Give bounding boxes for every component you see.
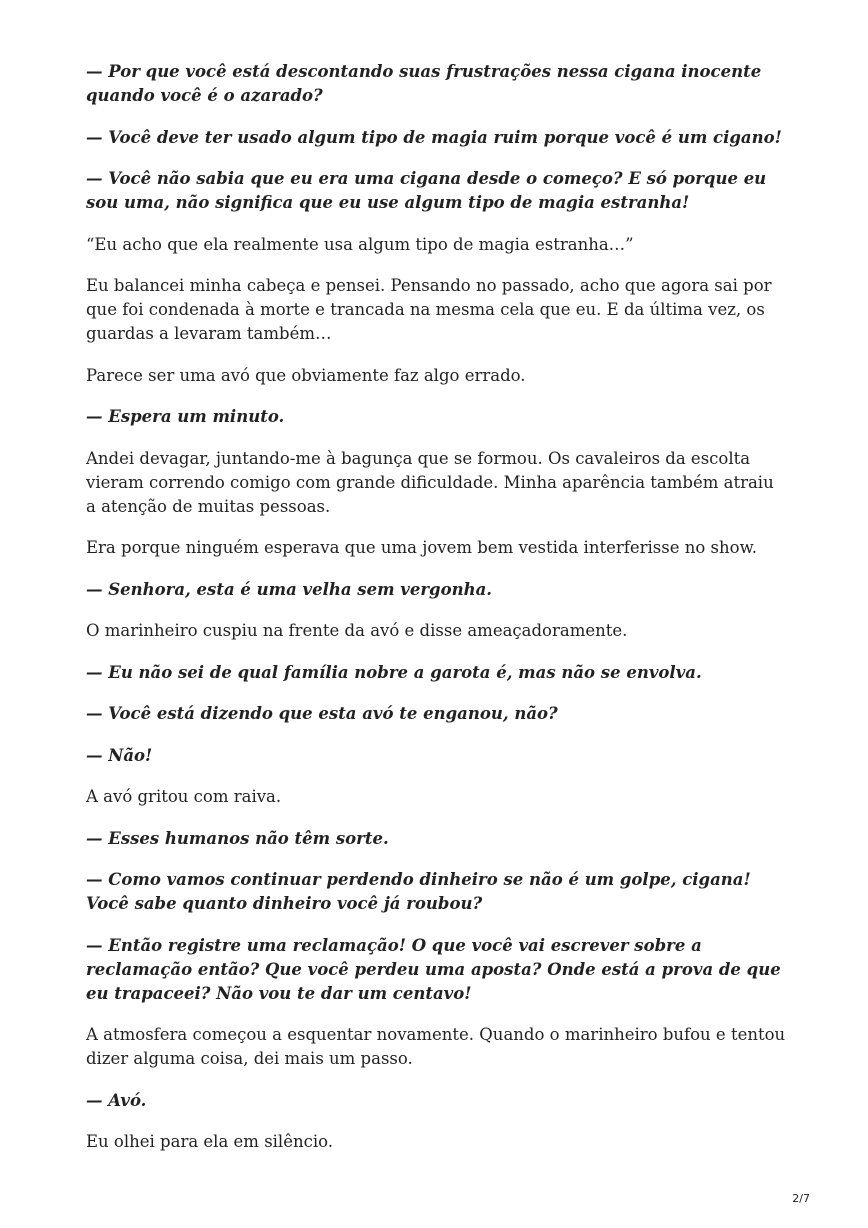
paragraph-17: — Como vamos continuar perdendo dinheiro se não é um golpe, cigana! Você sabe quanto dinheiro você já roubou?: [86, 870, 751, 913]
paragraph-11: O marinheiro cuspiu na frente da avó e disse ameaçadoramente.: [86, 621, 628, 640]
paragraph-8: Andei devagar, juntando-me à bagunça que se formou. Os cavaleiros da escolta vieram correndo comigo com grande dificuldade. Minha aparência também atraiu a atenção de muitas pessoas.: [86, 448, 774, 516]
paragraph-7: — Espera um minuto.: [86, 407, 285, 426]
paragraph-10: — Senhora, esta é uma velha sem vergonha.: [86, 579, 493, 599]
paragraph-21: Eu olhei para ela em silêncio.: [86, 1132, 334, 1151]
paragraph-16: — Esses humanos não têm sorte.: [86, 828, 389, 848]
paragraph-18: — Então registre uma reclamação! O que você vai escrever sobre a reclamação então? Que você perdeu uma aposta? Onde está a prova de que eu trapaceei? Não vou te dar um centavo!: [86, 935, 781, 1003]
paragraph-20: — Avó.: [86, 1090, 147, 1110]
paragraph-4: “Eu acho que ela realmente usa algum tipo de magia estranha…”: [86, 234, 634, 254]
paragraph-3: — Você não sabia que eu era uma cigana desde o começo? E só porque eu sou uma, não significa que eu use algum tipo de magia estranha!: [86, 169, 767, 212]
paragraph-1: — Por que você está descontando suas frustrações nessa cigana inocente quando você é o azarado?: [86, 62, 762, 105]
paragraph-5: Eu balancei minha cabeça e pensei. Pensando no passado, acho que agora sai por que foi condenada à morte e trancada na mesma cela que eu. E da última vez, os guardas a levaram também…: [86, 276, 772, 343]
document-page: [86, 60, 786, 1172]
paragraph-9: Era porque ninguém esperava que uma jovem bem vestida interferisse no show.: [86, 538, 757, 557]
paragraph-2: — Você deve ter usado algum tipo de magia ruim porque você é um cigano!: [86, 127, 782, 147]
paragraph-12: — Eu não sei de qual família nobre a garota é, mas não se envolva.: [86, 662, 702, 682]
paragraph-15: A avó gritou com raiva.: [86, 787, 282, 806]
paragraph-6: Parece ser uma avó que obviamente faz algo errado.: [86, 365, 526, 385]
paragraph-19: A atmosfera começou a esquentar novamente. Quando o marinheiro bufou e tentou dizer alguma coisa, dei mais um passo.: [86, 1025, 786, 1068]
paragraph-14: — Não!: [86, 745, 153, 765]
page-number: 2/7: [792, 1192, 810, 1205]
paragraph-13: — Você está dizendo que esta avó te enganou, não?: [86, 704, 558, 723]
